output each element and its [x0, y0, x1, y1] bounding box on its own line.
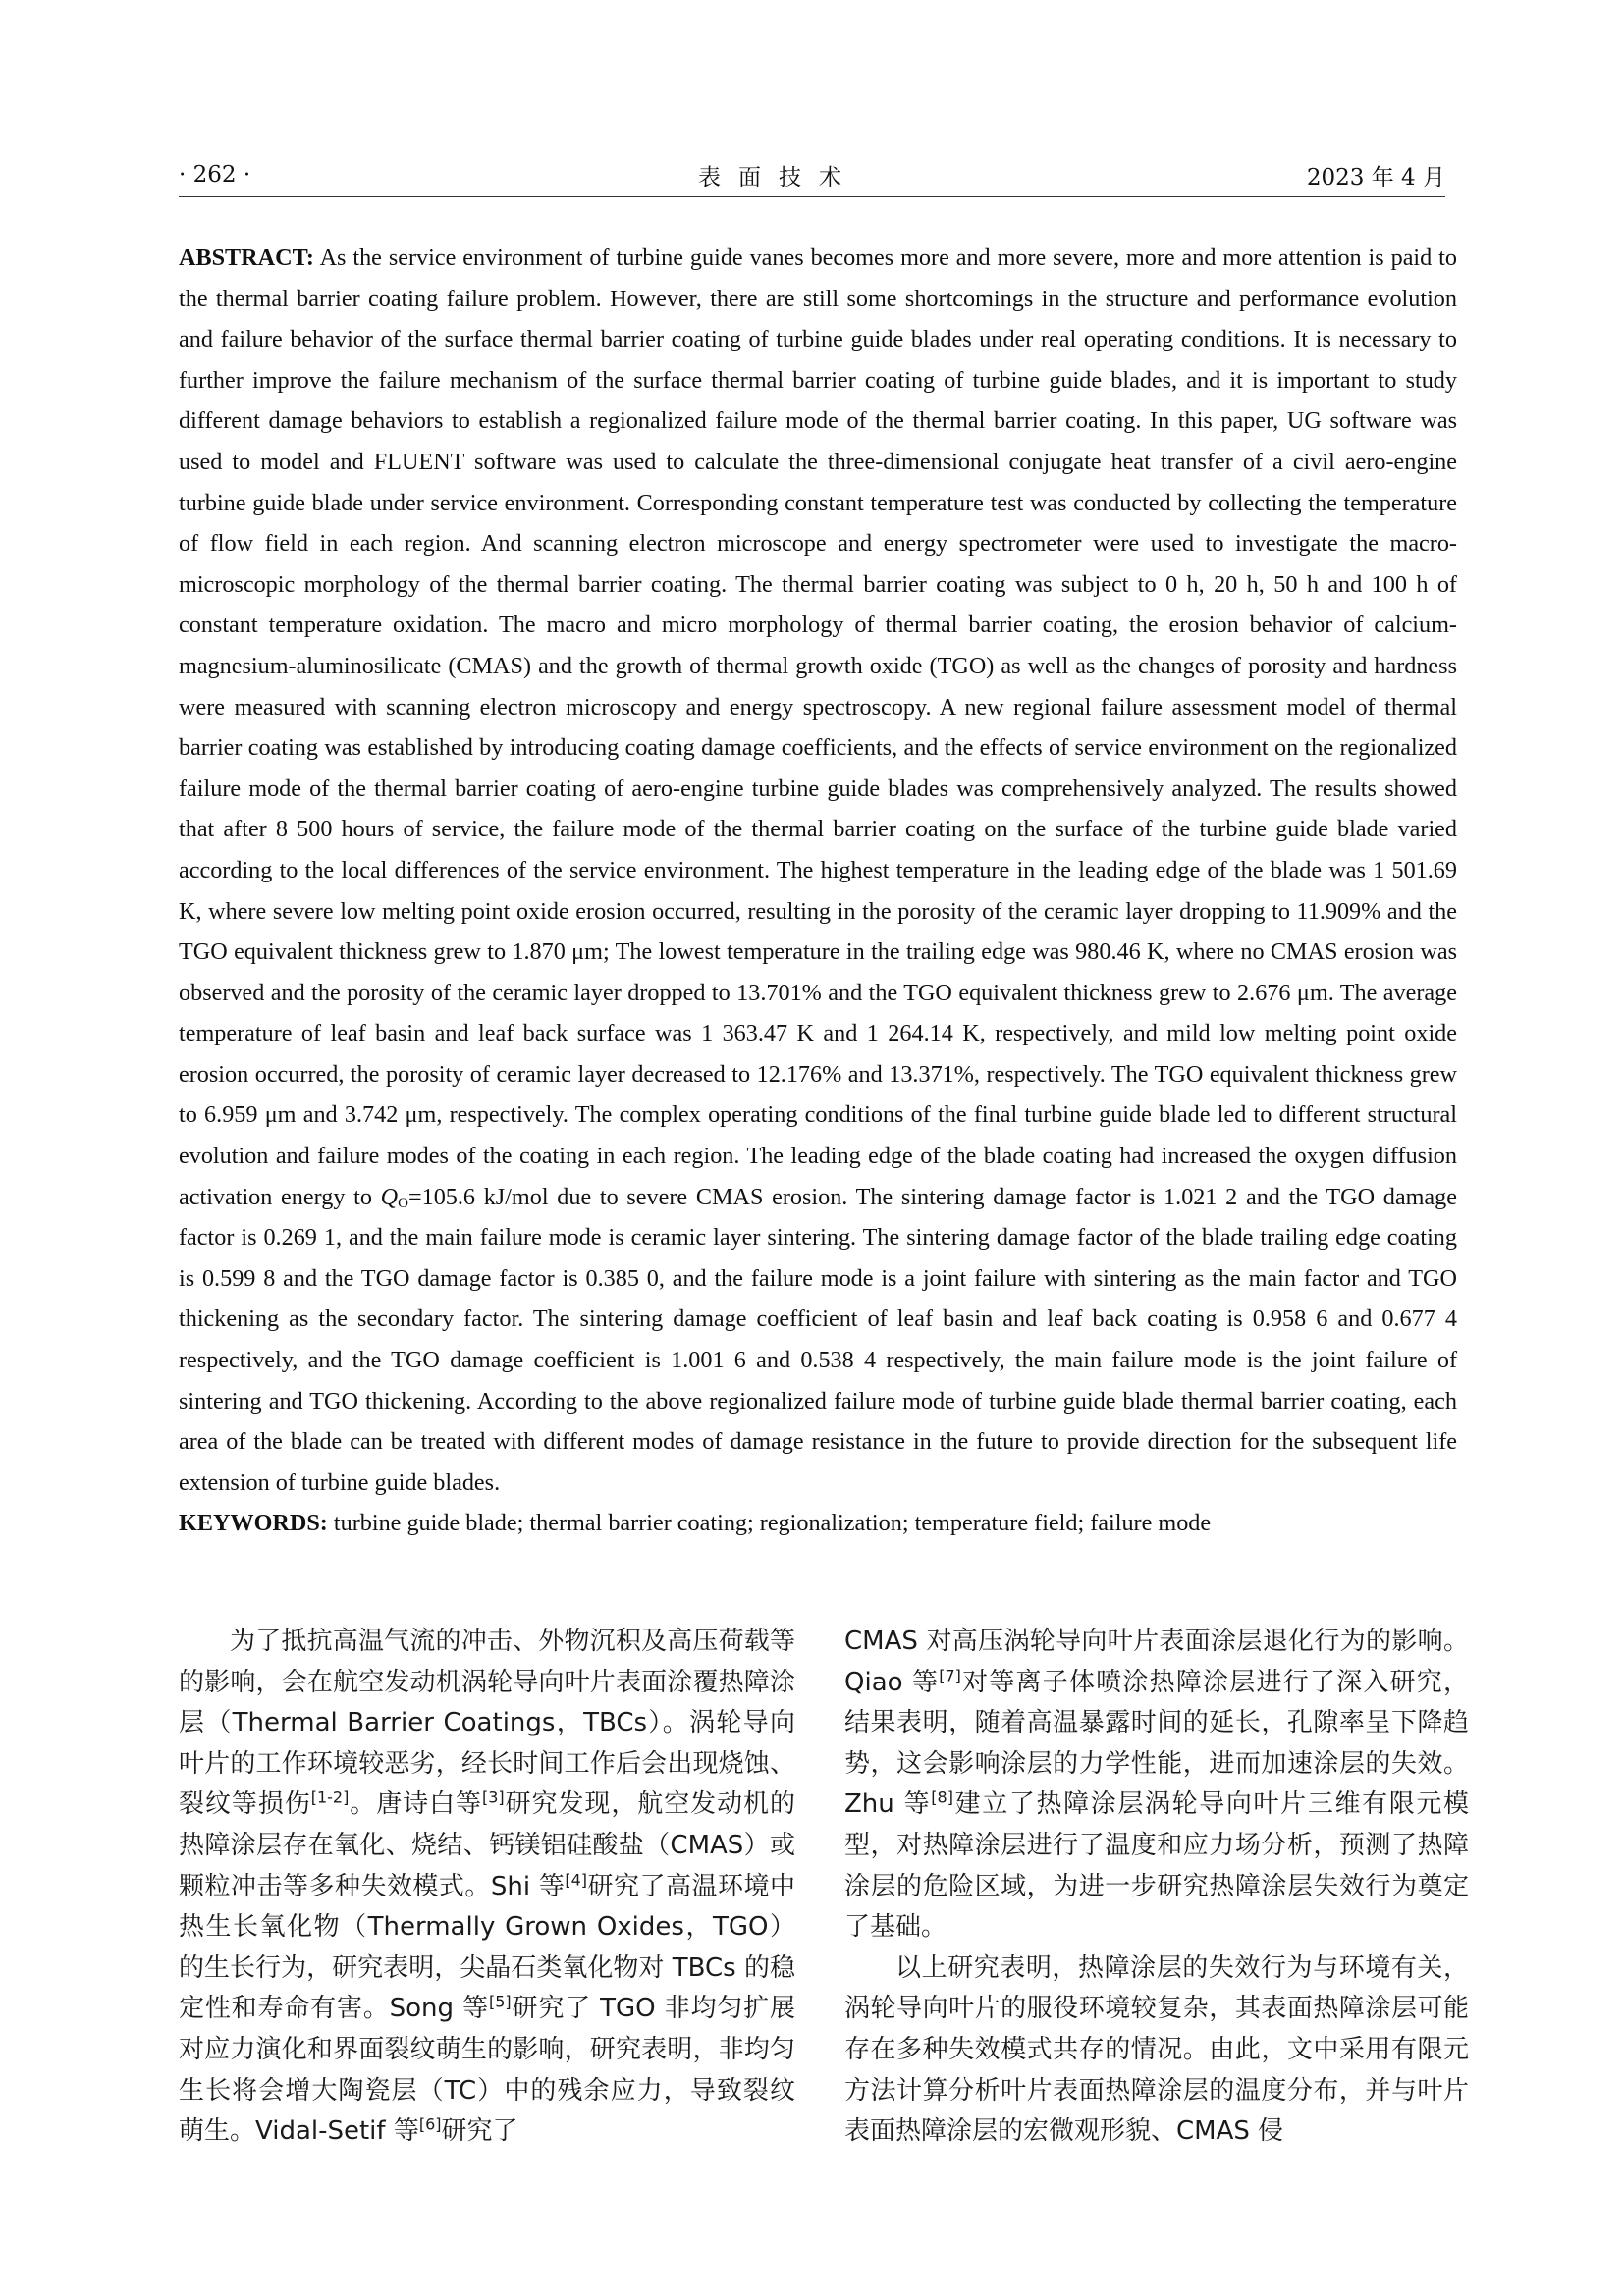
- abstract-text-part-a: As the service environment of turbine guide vanes becomes more and more severe, more and more attention is paid to the thermal barrier coating failure problem. However, there are still some shortcomings in the structure and performance evolution and failure behavior of the surface thermal barrier coating of turbine guide blades under real operating conditions. It is necessary to further improve the failure mechanism of the surface thermal barrier coating of turbine guide blades, and it is important to study different damage behaviors to establish a regionalized failure mode of the thermal barrier coating. In this paper, UG software was used to model and FLUENT software was used to calculate the three-dimensional conjugate heat transfer of a civil aero-engine turbine guide blade under service environment. Corresponding constant temperature test was conducted by collecting the temperature of flow field in each region. And scanning electron microscope and energy spectrometer were used to investigate the macro-microscopic morphology of the thermal barrier coating. The thermal barrier coating was subject to 0 h, 20 h, 50 h and 100 h of constant temperature oxidation. The macro and micro morphology of thermal barrier coating, the erosion behavior of calcium-magnesium-aluminosilicate (CMAS) and the growth of thermal growth oxide (TGO) as well as the changes of porosity and hardness were measured with scanning electron microscopy and energy spectroscopy. A new regional failure assessment model of thermal barrier coating was established by introducing coating damage coefficients, and the effects of service environment on the regionalized failure mode of the thermal barrier coating of aero-engine turbine guide blades was comprehensively analyzed. The results showed that after 8 500 hours of service, the failure mode of the thermal barrier coating on the surface of the turbine guide blade varied according to the local differences of the service environment. The highest temperature in the leading edge of the blade was 1 501.69 K, where severe low melting point oxide erosion occurred, resulting in the porosity of the ceramic layer dropping to 11.909% and the TGO equivalent thickness grew to 1.870 μm; The lowest temperature in the trailing edge was 980.46 K, where no CMAS erosion was observed and the porosity of the ceramic layer dropped to 13.701% and the TGO equivalent thickness grew to 2.676 μm. The average temperature of leaf basin and leaf back surface was 1 363.47 K and 1 264.14 K, respectively, and mild low melting point oxide erosion occurred, the porosity of ceramic layer decreased to 12.176% and 13.371%, respectively. The TGO equivalent thickness grew to 6.959 μm and 3.742 μm, respectively. The complex operating conditions of the final turbine guide blade led to different structural evolution and failure modes of the coating in each region. The leading edge of the blade coating had increased the oxygen diffusion activation energy to: [179, 244, 1457, 1210]
- citation: [7]: [939, 1665, 961, 1684]
- page-number: · 262 ·: [179, 162, 251, 187]
- header-rule: [179, 196, 1445, 197]
- keywords-text: turbine guide blade; thermal barrier coating; regionalization; temperature field; failure mode: [327, 1510, 1212, 1537]
- body-column-left: [179, 1622, 795, 2153]
- citation: [8]: [931, 1788, 953, 1807]
- abstract-text-part-b: =105.6 kJ/mol due to severe CMAS erosion. The sintering damage factor is 1.021 2 and the TGO damage factor is 0.269 1, and the main failure mode is ceramic layer sintering. The sintering damage factor of the blade trailing edge coating is 0.599 8 and the TGO damage factor is 0.385 0, and the failure mode is a joint failure with sintering as the main factor and TGO thickening as the secondary factor. The sintering damage coefficient of leaf basin and leaf back coating is 0.958 6 and 0.677 4 respectively, and the TGO damage coefficient is 1.001 6 and 0.538 4 respectively, the main failure mode is the joint failure of sintering and TGO thickening. According to the above regionalized failure mode of turbine guide blade thermal barrier coating, each area of the blade can be treated with different modes of damage resistance in the future to provide direction for the subsequent life extension of turbine guide blades.: [179, 1183, 1457, 1496]
- intro-paragraph-1: [179, 1622, 795, 2153]
- running-header: [179, 157, 1445, 192]
- intro-paragraph-2: 以上研究表明，热障涂层的失效行为与环境有关，涡轮导向叶片的服役环境较复杂，其表面热障涂层可能存在多种失效模式共存的情况。由此，文中采用有限元方法计算分析叶片表面热障涂层的温度分布，并与叶片表面热障涂层的宏微观形貌、CMAS 侵: [844, 1952, 1469, 2147]
- intro-paragraph-1-continued: [844, 1622, 1469, 1949]
- text-run: CMAS 对高压涡轮导向叶片表面涂层退化行为的影响。Qiao 等: [844, 1627, 1469, 1697]
- text-run: 为了抵抗高温气流的冲击、外物沉积及高压荷载等的影响，会在航空发动机涡轮导向叶片表面涂覆热障涂层（Thermal Barrier Coatings，TBCs）。涡轮导向叶片的工作环境较恶劣，经长时间工作后会出现烧蚀、裂纹等损伤: [179, 1627, 795, 1820]
- issue-date: 2023 年 4 月: [1306, 164, 1445, 190]
- keywords-label: KEYWORDS:: [179, 1510, 328, 1537]
- journal-title: 表面技术: [698, 164, 860, 190]
- citation: [3]: [481, 1788, 505, 1807]
- text-run: 对等离子体喷涂热障涂层进行了深入研究，结果表明，随着高温暴露时间的延长，孔隙率呈下降趋势，这会影响涂层的力学性能，进而加速涂层的失效。Zhu 等: [844, 1667, 1469, 1820]
- abstract-label: ABSTRACT:: [179, 244, 314, 271]
- citation: [1-2]: [310, 1788, 350, 1807]
- abstract-section: [179, 238, 1457, 1544]
- text-run: 研究发现，航空发动机的热障涂层存在氧化、烧结、钙镁铝硅酸盐（CMAS）或颗粒冲击等多种失效模式。Shi 等: [179, 1789, 795, 1901]
- body-column-right: [844, 1622, 1469, 2153]
- citation: [5]: [488, 1992, 512, 2011]
- text-run: 研究了高温环境中热生长氧化物（Thermally Grown Oxides，TGO）的生长行为，研究表明，尖晶石类氧化物对 TBCs 的稳定性和寿命有害。Song 等: [179, 1871, 795, 2024]
- abstract-paragraph: [179, 238, 1457, 1503]
- text-run: 研究了 TGO 非均匀扩展对应力演化和界面裂纹萌生的影响，研究表明，非均匀生长将会增大陶瓷层（TC）中的残余应力，导致裂纹萌生。Vidal-Setif 等: [179, 1994, 795, 2147]
- text-run: 。唐诗白等: [349, 1789, 482, 1820]
- citation: [4]: [565, 1869, 588, 1889]
- keywords-paragraph: [179, 1503, 1457, 1544]
- q-symbol: Q: [380, 1183, 399, 1210]
- citation: [6]: [418, 2114, 442, 2134]
- text-run: 研究了: [441, 2116, 518, 2147]
- q-subscript: O: [398, 1195, 408, 1211]
- text-run: 建立了热障涂层涡轮导向叶片三维有限元模型，对热障涂层进行了温度和应力场分析，预测了热障涂层的危险区域，为进一步研究热障涂层失效行为奠定了基础。: [844, 1789, 1469, 1943]
